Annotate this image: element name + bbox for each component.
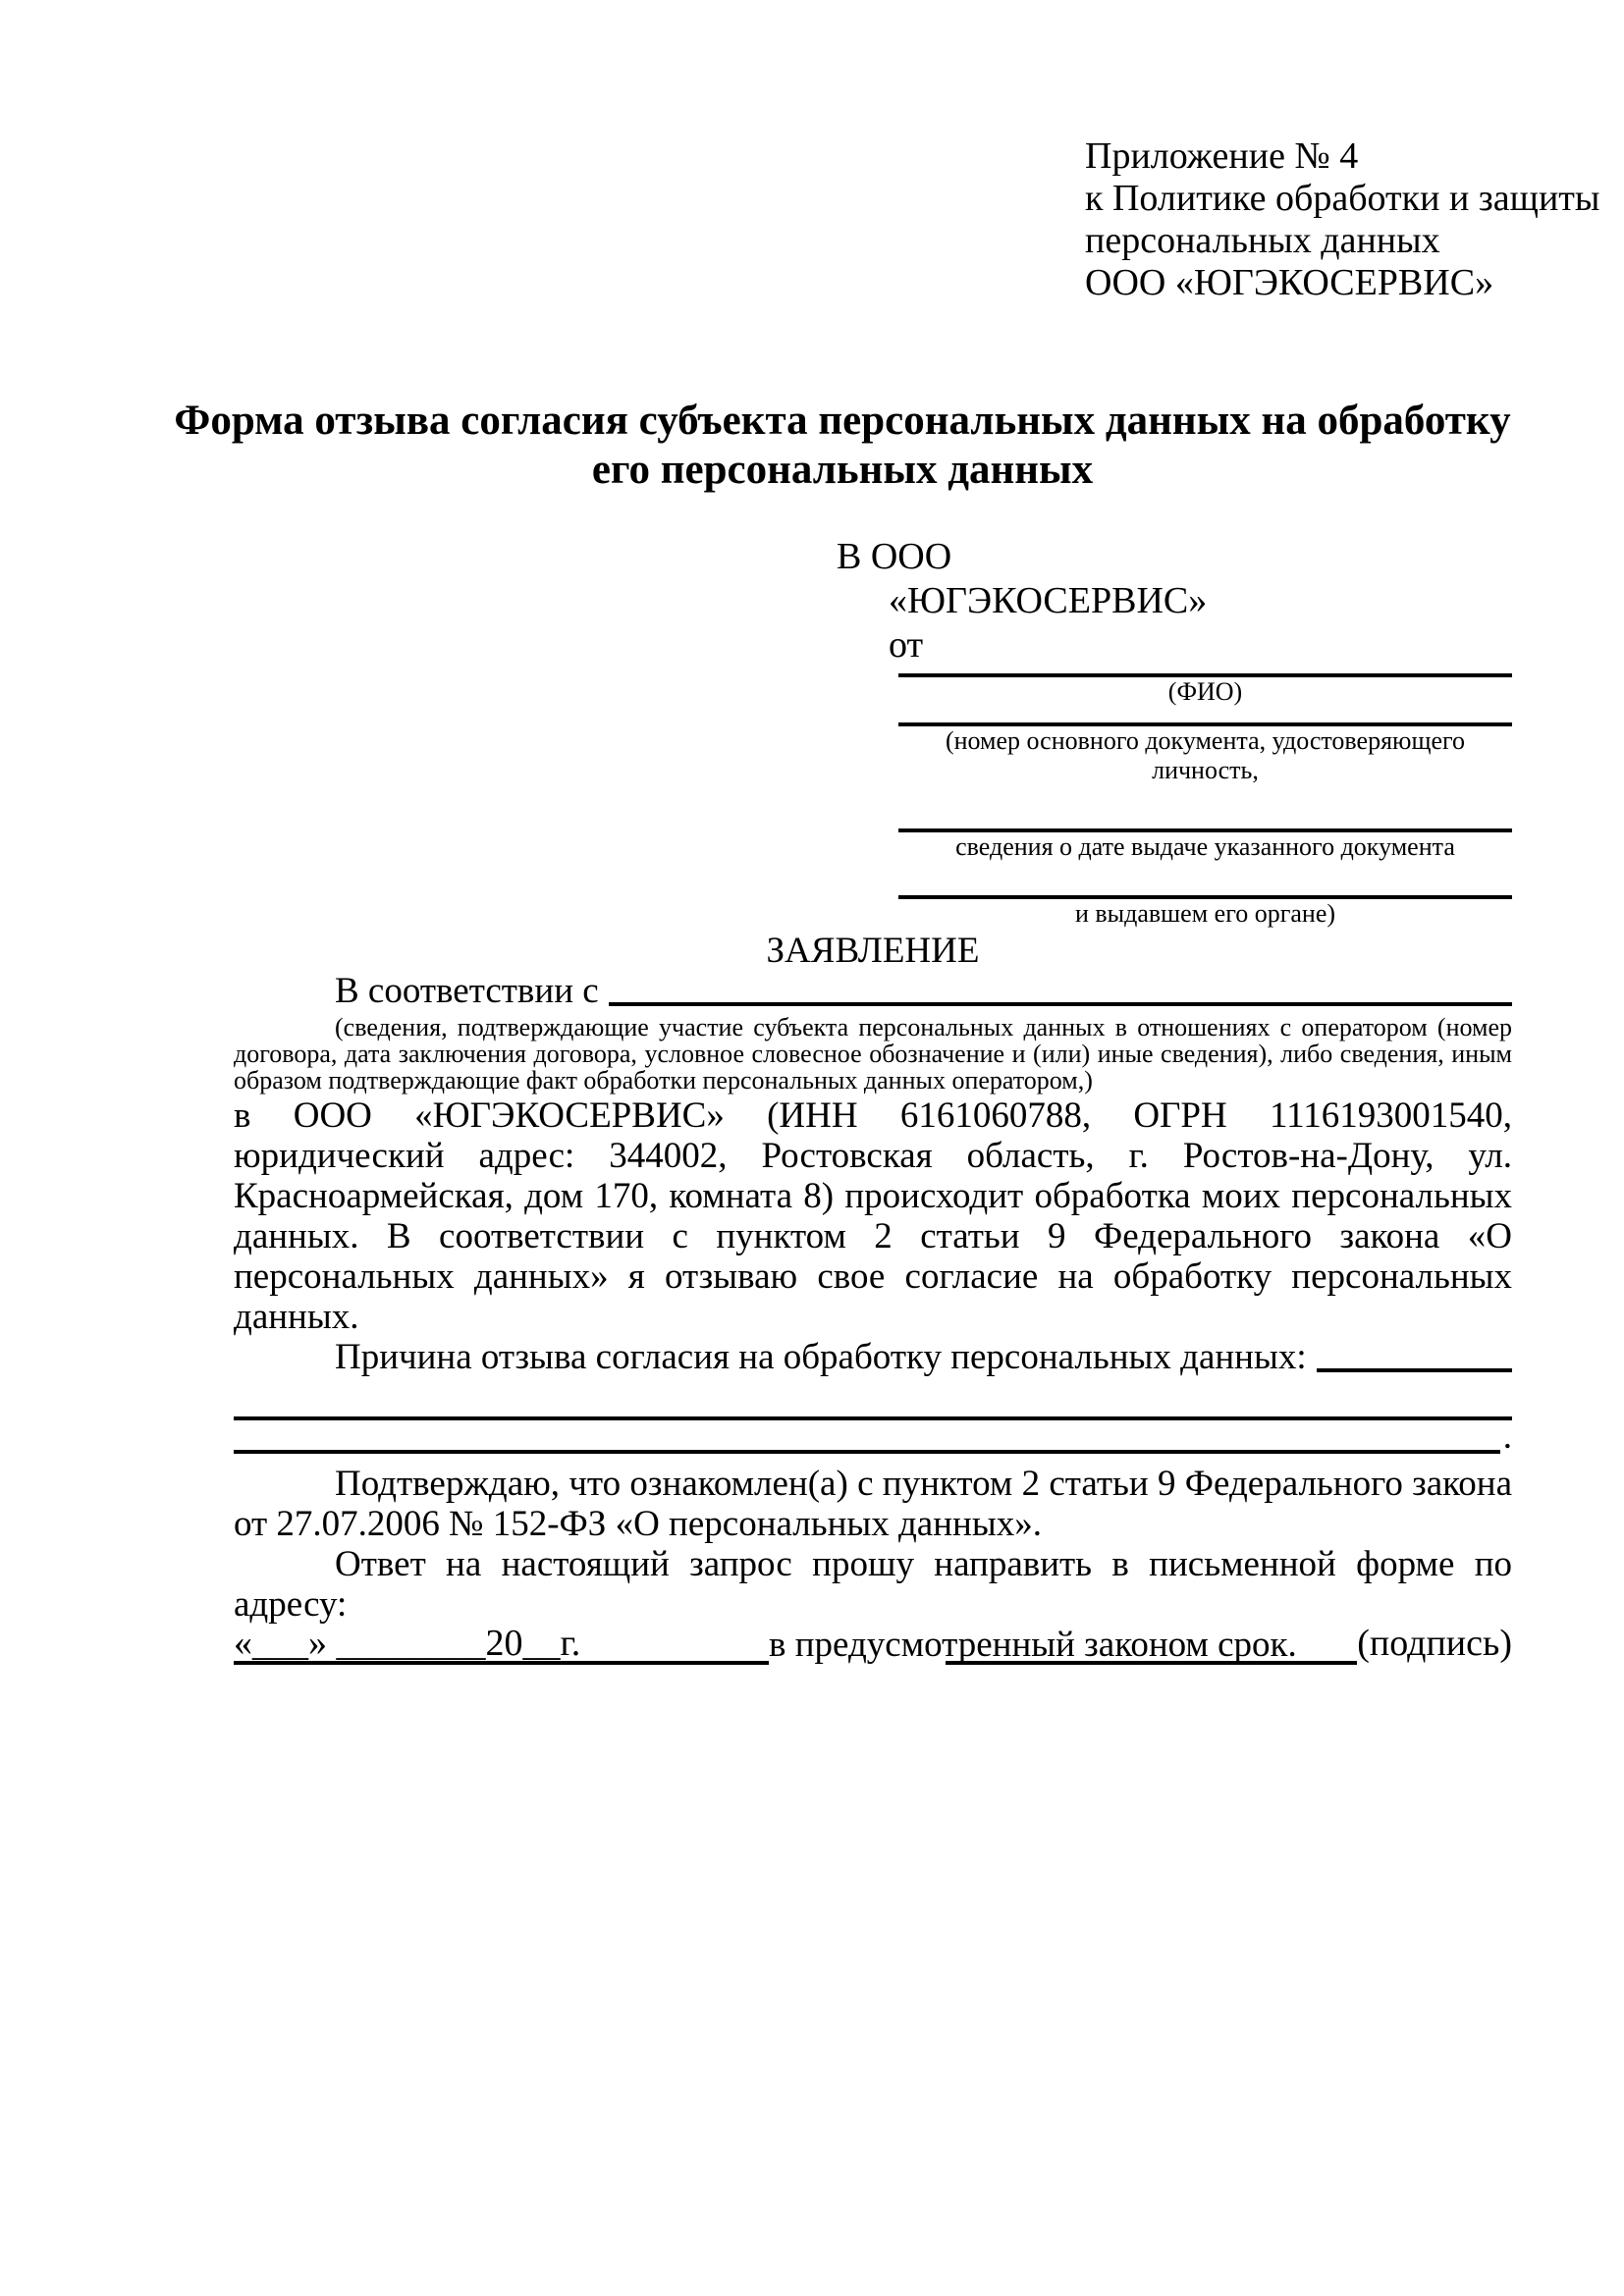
from-label: от (889, 624, 924, 666)
intro-blank-line (609, 971, 1512, 1006)
document-title-line: Форма отзыва согласия субъекта персональных данных на обработку (174, 398, 1511, 444)
appendix-note (1085, 135, 1599, 304)
company-name: «ЮГЭКОСЕРВИС» (889, 580, 1208, 621)
addressee-block (837, 535, 1512, 929)
reason-continuation-blank (234, 1420, 1500, 1454)
appendix-line: Приложение № 4 (1085, 135, 1359, 177)
appendix-line: к Политике обработки и защиты (1085, 178, 1600, 219)
statement-body (234, 931, 1512, 1665)
confirm-paragraph: Подтверждаю, что ознакомлен(а) с пунктом 2 статьи 9 Федерального закона от 27.07.2006 № 152-ФЗ «О персональных данных». (234, 1464, 1512, 1544)
issuing-authority-field-line (898, 862, 1512, 899)
issue-date-caption: сведения о дате выдаче указанного документа (955, 832, 1455, 861)
reason-paragraph (234, 1337, 1512, 1377)
statement-heading: ЗАЯВЛЕНИЕ (766, 931, 980, 971)
sentence-period: . (1502, 1416, 1512, 1457)
reason-continuation-line-2 (234, 1416, 1512, 1457)
addressee-to: В ООО (837, 536, 952, 577)
reason-label: Причина отзыва согласия на обработку персональных данных: (335, 1337, 1307, 1377)
fio-field-line (898, 667, 1512, 677)
signature-caption: (подпись) (1357, 1623, 1512, 1664)
signature-block (946, 1622, 1512, 1665)
document-number-caption: (номер основного документа, удостоверяющего личность, (945, 726, 1466, 784)
intro-paragraph (234, 971, 1512, 1011)
date-line: «___» ________20__г. (234, 1623, 581, 1664)
document-number-field-line (898, 707, 1512, 726)
document-title-line: его персональных данных (591, 447, 1094, 493)
intro-text: В соответствии с (335, 971, 599, 1011)
reply-suffix: в предусмотренный законом срок. (769, 1625, 1297, 1665)
reason-continuation-line-1 (234, 1377, 1512, 1420)
appendix-line: ООО «ЮГЭКОСЕРВИС» (1085, 262, 1494, 303)
issue-date-field-line (898, 785, 1512, 832)
fio-caption: (ФИО) (1167, 677, 1243, 706)
signature-line (946, 1624, 1357, 1665)
body-paragraph: в ООО «ЮГЭКОСЕРВИС» (ИНН 6161060788, ОГРН 1116193001540, юридический адрес: 344002, Ростовская область, г. Ростов-на-Дону, ул. Красноармейская, дом 170, комната 8) происходит обработка моих персональных данных. В соответствии с пунктом 2 статьи 9 Федерального закона «О персональных данных» я отзываю свое согласие на обработку персональных данных. (234, 1095, 1512, 1337)
reason-blank-line (1317, 1337, 1512, 1372)
footer-row (234, 1622, 1512, 1665)
document-title (173, 397, 1512, 495)
issuing-authority-caption: и выдавшем его органе) (1074, 899, 1336, 928)
reply-paragraph: Ответ на настоящий запрос прошу направить в письменной форме по адресу: (234, 1544, 1512, 1625)
appendix-line: персональных данных (1085, 220, 1440, 261)
footnote-text: (сведения, подтверждающие участие субъекта персональных данных в отношениях с оператором (номер договора, дата заключения договора, условное словесное обозначение и (или) иные сведения), либо сведения, иным образом подтверждающие факт обработки персональных данных оператором,) (234, 1013, 1512, 1095)
